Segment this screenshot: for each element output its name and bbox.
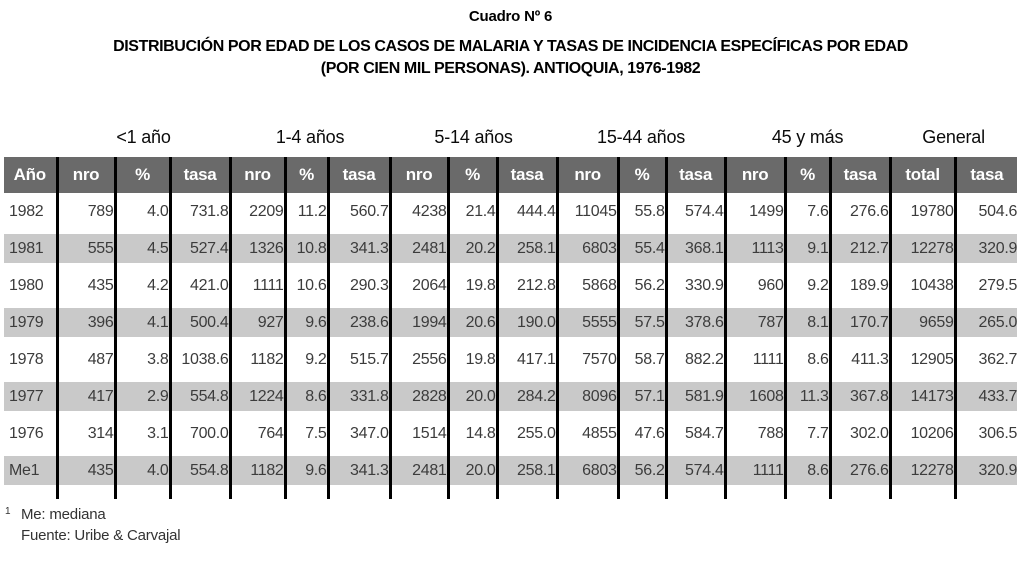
group-header-45-plus: 45 y más [725, 118, 890, 157]
data-cell: 4.0 [115, 452, 170, 489]
data-cell: 421.0 [170, 267, 230, 304]
age-group-header-row [4, 118, 1017, 157]
data-cell: 788 [725, 415, 785, 452]
data-cell: 2209 [230, 193, 285, 230]
column-header: nro [725, 157, 785, 193]
table-title [0, 0, 1021, 78]
data-cell: 189.9 [830, 267, 890, 304]
table-row [4, 304, 1017, 341]
grid-stub-cell [725, 489, 785, 499]
data-cell: 306.5 [955, 415, 1017, 452]
data-cell: 302.0 [830, 415, 890, 452]
column-header: % [115, 157, 170, 193]
row-label-cell: 1981 [4, 230, 57, 267]
data-cell: 1499 [725, 193, 785, 230]
column-header: tasa [830, 157, 890, 193]
data-cell: 330.9 [666, 267, 725, 304]
data-cell: 276.6 [830, 452, 890, 489]
data-cell: 265.0 [955, 304, 1017, 341]
table-row [4, 193, 1017, 230]
grid-stub-cell [618, 489, 666, 499]
data-cell: 170.7 [830, 304, 890, 341]
data-cell: 4238 [390, 193, 448, 230]
data-cell: 190.0 [497, 304, 557, 341]
data-cell: 14.8 [448, 415, 497, 452]
data-cell: 4.1 [115, 304, 170, 341]
data-cell: 378.6 [666, 304, 725, 341]
data-cell: 8096 [557, 378, 618, 415]
grid-stub-cell [4, 489, 57, 499]
data-cell: 435 [57, 452, 115, 489]
data-cell: 1182 [230, 452, 285, 489]
data-cell: 433.7 [955, 378, 1017, 415]
table-row [4, 267, 1017, 304]
group-header-general: General [890, 118, 1017, 157]
data-cell: 8.6 [785, 452, 830, 489]
data-cell: 57.5 [618, 304, 666, 341]
data-cell: 787 [725, 304, 785, 341]
column-header: tasa [328, 157, 390, 193]
data-cell: 238.6 [328, 304, 390, 341]
data-cell: 927 [230, 304, 285, 341]
grid-stub-cell [285, 489, 328, 499]
data-cell: 789 [57, 193, 115, 230]
data-cell: 3.1 [115, 415, 170, 452]
data-cell: 10438 [890, 267, 955, 304]
data-cell: 1608 [725, 378, 785, 415]
data-cell: 290.3 [328, 267, 390, 304]
table-body [4, 193, 1017, 499]
data-cell: 7.5 [285, 415, 328, 452]
data-cell: 9.2 [785, 267, 830, 304]
data-cell: 2481 [390, 452, 448, 489]
row-label-cell: 1977 [4, 378, 57, 415]
row-label-cell: 1980 [4, 267, 57, 304]
data-cell: 57.1 [618, 378, 666, 415]
data-cell: 20.0 [448, 378, 497, 415]
column-header: tasa [170, 157, 230, 193]
data-cell: 341.3 [328, 230, 390, 267]
data-cell: 6803 [557, 452, 618, 489]
data-cell: 341.3 [328, 452, 390, 489]
data-cell: 411.3 [830, 341, 890, 378]
data-cell: 10206 [890, 415, 955, 452]
data-cell: 4.5 [115, 230, 170, 267]
column-header: % [448, 157, 497, 193]
data-cell: 347.0 [328, 415, 390, 452]
data-cell: 2481 [390, 230, 448, 267]
column-header: nro [57, 157, 115, 193]
column-header: % [785, 157, 830, 193]
row-label-cell: Me1 [4, 452, 57, 489]
data-cell: 331.8 [328, 378, 390, 415]
column-header: % [618, 157, 666, 193]
data-cell: 1514 [390, 415, 448, 452]
data-cell: 11.2 [285, 193, 328, 230]
grid-stub-cell [57, 489, 115, 499]
group-header-1-4: 1-4 años [230, 118, 390, 157]
data-cell: 560.7 [328, 193, 390, 230]
data-cell: 555 [57, 230, 115, 267]
grid-stub-cell [230, 489, 285, 499]
data-cell: 7570 [557, 341, 618, 378]
data-cell: 1111 [725, 452, 785, 489]
data-cell: 1111 [725, 341, 785, 378]
data-cell: 9.6 [285, 304, 328, 341]
data-cell: 574.4 [666, 193, 725, 230]
row-label-cell: 1978 [4, 341, 57, 378]
data-cell: 764 [230, 415, 285, 452]
column-header: tasa [666, 157, 725, 193]
row-label-cell: 1979 [4, 304, 57, 341]
data-cell: 700.0 [170, 415, 230, 452]
data-cell: 1224 [230, 378, 285, 415]
data-cell: 279.5 [955, 267, 1017, 304]
footnote [5, 504, 180, 546]
data-cell: 12278 [890, 230, 955, 267]
grid-stub-cell [448, 489, 497, 499]
table-row [4, 452, 1017, 489]
data-cell: 56.2 [618, 452, 666, 489]
data-cell: 212.7 [830, 230, 890, 267]
data-cell: 9.6 [285, 452, 328, 489]
row-label-cell: 1976 [4, 415, 57, 452]
footnote-mediana: Me: mediana [21, 506, 106, 523]
column-header-total: total [890, 157, 955, 193]
data-cell: 3.8 [115, 341, 170, 378]
column-header-row [4, 157, 1017, 193]
data-cell: 12278 [890, 452, 955, 489]
table-row [4, 378, 1017, 415]
data-cell: 2828 [390, 378, 448, 415]
data-cell: 1182 [230, 341, 285, 378]
data-cell: 11.3 [785, 378, 830, 415]
data-cell: 258.1 [497, 230, 557, 267]
data-cell: 320.9 [955, 230, 1017, 267]
grid-stub-cell [890, 489, 955, 499]
data-cell: 19.8 [448, 267, 497, 304]
grid-stub-cell [830, 489, 890, 499]
data-cell: 58.7 [618, 341, 666, 378]
table-title-sub: (POR CIEN MIL PERSONAS). ANTIOQUIA, 1976-1982 [320, 60, 701, 77]
data-cell: 2.9 [115, 378, 170, 415]
group-header-5-14: 5-14 años [390, 118, 557, 157]
data-cell: 367.8 [830, 378, 890, 415]
data-cell: 581.9 [666, 378, 725, 415]
data-cell: 1113 [725, 230, 785, 267]
group-header-spacer [4, 118, 57, 157]
data-cell: 7.7 [785, 415, 830, 452]
data-cell: 8.6 [285, 378, 328, 415]
data-cell: 2556 [390, 341, 448, 378]
data-cell: 21.4 [448, 193, 497, 230]
table-row [4, 415, 1017, 452]
table-title-main: DISTRIBUCIÓN POR EDAD DE LOS CASOS DE MALARIA Y TASAS DE INCIDENCIA ESPECÍFICAS POR EDAD [113, 38, 908, 55]
data-cell: 56.2 [618, 267, 666, 304]
footnote-marker: 1 [5, 506, 11, 517]
data-cell: 12905 [890, 341, 955, 378]
data-cell: 574.4 [666, 452, 725, 489]
data-cell: 10.8 [285, 230, 328, 267]
data-cell: 20.0 [448, 452, 497, 489]
data-cell: 435 [57, 267, 115, 304]
data-cell: 55.4 [618, 230, 666, 267]
data-cell: 10.6 [285, 267, 328, 304]
data-cell: 20.6 [448, 304, 497, 341]
data-cell: 417 [57, 378, 115, 415]
data-cell: 584.7 [666, 415, 725, 452]
data-cell: 19.8 [448, 341, 497, 378]
data-cell: 284.2 [497, 378, 557, 415]
grid-stub-cell [170, 489, 230, 499]
data-cell: 487 [57, 341, 115, 378]
data-cell: 527.4 [170, 230, 230, 267]
grid-stub-cell [557, 489, 618, 499]
data-cell: 960 [725, 267, 785, 304]
data-cell: 4.2 [115, 267, 170, 304]
table-row [4, 341, 1017, 378]
data-cell: 731.8 [170, 193, 230, 230]
data-cell: 8.1 [785, 304, 830, 341]
data-cell: 47.6 [618, 415, 666, 452]
data-cell: 504.6 [955, 193, 1017, 230]
data-cell: 6803 [557, 230, 618, 267]
data-cell: 1326 [230, 230, 285, 267]
data-cell: 7.6 [785, 193, 830, 230]
column-header: tasa [497, 157, 557, 193]
data-cell: 1111 [230, 267, 285, 304]
column-header-year: Año [4, 157, 57, 193]
data-cell: 276.6 [830, 193, 890, 230]
data-cell: 255.0 [497, 415, 557, 452]
data-cell: 444.4 [497, 193, 557, 230]
grid-stub-cell [955, 489, 1017, 499]
data-cell: 882.2 [666, 341, 725, 378]
data-cell: 5555 [557, 304, 618, 341]
data-cell: 2064 [390, 267, 448, 304]
data-cell: 8.6 [785, 341, 830, 378]
data-cell: 20.2 [448, 230, 497, 267]
grid-stub-cell [328, 489, 390, 499]
grid-stub-cell [390, 489, 448, 499]
data-cell: 368.1 [666, 230, 725, 267]
data-cell: 320.9 [955, 452, 1017, 489]
table-row [4, 230, 1017, 267]
column-header: % [285, 157, 328, 193]
data-cell: 314 [57, 415, 115, 452]
grid-stub-cell [666, 489, 725, 499]
row-label-cell: 1982 [4, 193, 57, 230]
column-header-rate: tasa [955, 157, 1017, 193]
data-cell: 55.8 [618, 193, 666, 230]
grid-stub-cell [115, 489, 170, 499]
data-cell: 1038.6 [170, 341, 230, 378]
footnote-source: Fuente: Uribe & Carvajal [21, 527, 181, 544]
group-header-15-44: 15-44 años [557, 118, 725, 157]
data-cell: 9659 [890, 304, 955, 341]
data-cell: 9.1 [785, 230, 830, 267]
data-cell: 500.4 [170, 304, 230, 341]
data-cell: 554.8 [170, 378, 230, 415]
data-cell: 9.2 [285, 341, 328, 378]
grid-stub-cell [497, 489, 557, 499]
data-cell: 19780 [890, 193, 955, 230]
data-cell: 14173 [890, 378, 955, 415]
column-header: nro [230, 157, 285, 193]
data-cell: 5868 [557, 267, 618, 304]
data-cell: 258.1 [497, 452, 557, 489]
column-header: nro [390, 157, 448, 193]
grid-stub-cell [785, 489, 830, 499]
data-cell: 1994 [390, 304, 448, 341]
data-cell: 4.0 [115, 193, 170, 230]
data-cell: 362.7 [955, 341, 1017, 378]
data-cell: 554.8 [170, 452, 230, 489]
group-header-under-1: <1 año [57, 118, 230, 157]
data-cell: 212.8 [497, 267, 557, 304]
data-cell: 515.7 [328, 341, 390, 378]
data-cell: 396 [57, 304, 115, 341]
data-cell: 4855 [557, 415, 618, 452]
malaria-incidence-table [4, 118, 1017, 499]
grid-stub-row [4, 489, 1017, 499]
data-cell: 11045 [557, 193, 618, 230]
data-cell: 417.1 [497, 341, 557, 378]
column-header: nro [557, 157, 618, 193]
table-title-number: Cuadro Nº 6 [468, 8, 553, 25]
